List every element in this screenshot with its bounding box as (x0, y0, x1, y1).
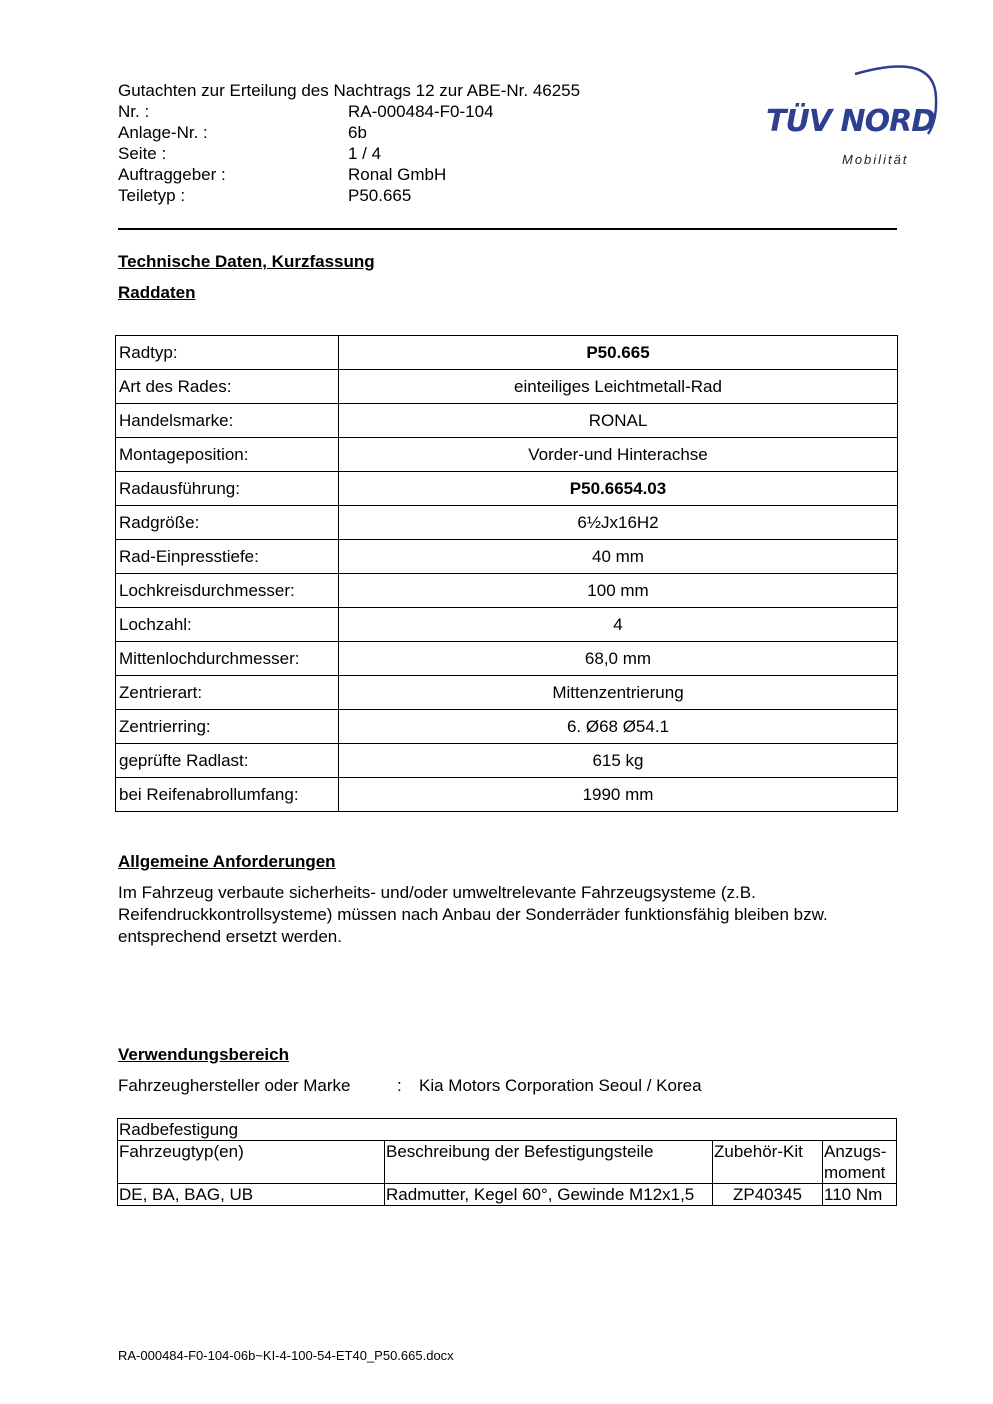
table-caption-row (118, 1119, 897, 1141)
document-title: Gutachten zur Erteilung des Nachtrags 12 zur ABE-Nr. 46255 (118, 81, 581, 100)
table-row: Radgröße: 6½Jx16H2 (116, 506, 898, 540)
table-cell: ZP40345 (713, 1184, 823, 1206)
table-row: Radtyp: P50.665 (116, 336, 898, 370)
logo-subtitle: Mobilität (842, 152, 909, 167)
table-cell: Radmutter, Kegel 60°, Gewinde M12x1,5 (385, 1184, 713, 1206)
table-header-row (118, 1141, 897, 1184)
page-footer: RA-000484-F0-104-06b~KI-4-100-54-ET40_P50.665.docx (118, 1348, 454, 1363)
header-field-auftraggeber: Auftraggeber : Ronal GmbH (118, 165, 447, 184)
table-row: Zentrierring: 6. Ø68 Ø54.1 (116, 710, 898, 744)
table-cell: 110 Nm (823, 1184, 897, 1206)
section-title-allgemeine-anforderungen: Allgemeine Anforderungen (118, 852, 336, 871)
manufacturer-separator: : (397, 1076, 402, 1095)
section-subtitle-raddaten: Raddaten (118, 283, 196, 302)
manufacturer-line (118, 1076, 702, 1096)
column-header: Zubehör-Kit (713, 1141, 823, 1184)
table-caption: Radbefestigung (118, 1119, 897, 1141)
header-divider (118, 228, 897, 230)
header-field-anlage: Anlage-Nr. : 6b (118, 123, 367, 142)
table-row: Zentrierart: Mittenzentrierung (116, 676, 898, 710)
table-row: Radausführung: P50.6654.03 (116, 472, 898, 506)
anforderungen-text: Im Fahrzeug verbaute sicherheits- und/oder umweltrelevante Fahrzeugsysteme (z.B. Reifendruckkontrollsysteme) müssen nach Anbau der Sonderräder funktionsfähig bleiben bzw. entsprechend ersetzt werden. (118, 883, 828, 946)
header-field-seite: Seite : 1 / 4 (118, 144, 382, 163)
table-row: Lochkreisdurchmesser: 100 mm (116, 574, 898, 608)
table-row: Montageposition: Vorder-und Hinterachse (116, 438, 898, 472)
column-header: Beschreibung der Befestigungsteile (385, 1141, 713, 1184)
table-row: bei Reifenabrollumfang: 1990 mm (116, 778, 898, 812)
header-field-teiletyp: Teiletyp : P50.665 (118, 186, 412, 205)
table-row (118, 1184, 897, 1206)
table-row: Mittenlochdurchmesser: 68,0 mm (116, 642, 898, 676)
manufacturer-label: Fahrzeughersteller oder Marke (118, 1076, 351, 1095)
header-field-nr: Nr. : RA-000484-F0-104 (118, 102, 494, 121)
table-row: Handelsmarke: RONAL (116, 404, 898, 438)
column-header: Fahrzeugtyp(en) (118, 1141, 385, 1184)
radbefestigung-table (117, 1118, 897, 1206)
column-header: Anzugs- moment (823, 1141, 897, 1184)
tuv-nord-logo (760, 56, 950, 176)
section-title-verwendungsbereich: Verwendungsbereich (118, 1045, 289, 1064)
table-row: geprüfte Radlast: 615 kg (116, 744, 898, 778)
section-title-technische-daten: Technische Daten, Kurzfassung (118, 252, 375, 271)
document-header (118, 80, 580, 206)
table-cell: DE, BA, BAG, UB (118, 1184, 385, 1206)
table-row: Art des Rades: einteiliges Leichtmetall-Rad (116, 370, 898, 404)
manufacturer-value: Kia Motors Corporation Seoul / Korea (419, 1076, 702, 1095)
logo-brand: TÜV NORD (766, 104, 936, 139)
raddaten-table (115, 335, 898, 812)
table-row: Rad-Einpresstiefe: 40 mm (116, 540, 898, 574)
table-row: Lochzahl: 4 (116, 608, 898, 642)
